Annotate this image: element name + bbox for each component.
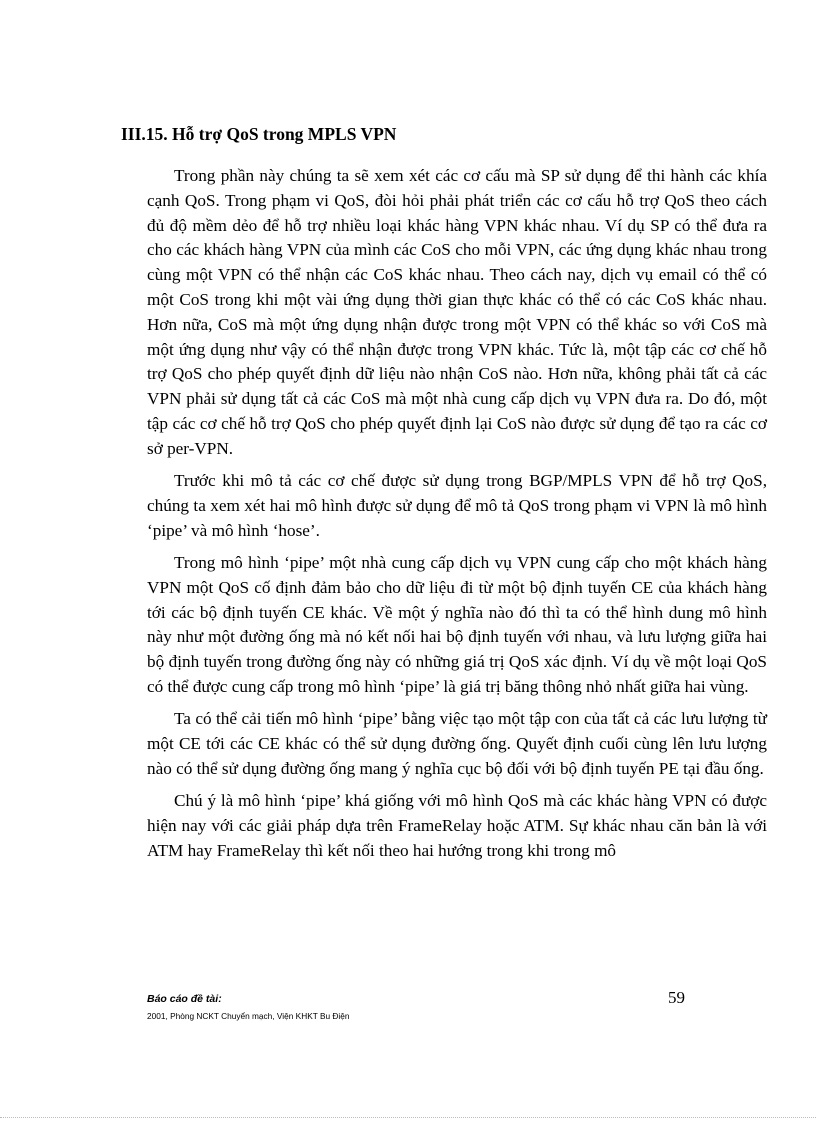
paragraph-5 [147, 789, 767, 863]
footer [147, 993, 349, 1021]
footer-info: 2001, Phòng NCKT Chuyển mạch, Viện KHKT Bu Điện [147, 1011, 350, 1021]
footer-report-label: Báo cáo đề tài: [147, 993, 222, 1005]
body-text [147, 164, 767, 871]
paragraph-3-text: Trong mô hình ‘pipe’ một nhà cung cấp dịch vụ VPN cung cấp cho một khách hàng VPN một QoS cố định đảm bảo cho dữ liệu đi từ một bộ định tuyến CE của khách hàng tới các bộ định tuyến CE khác. Về một ý nghĩa nào đó thì ta có thể hình dung mô hình này như một đường ống mà nó kết nối hai bộ định tuyến với nhau, và lưu lượng giữa hai bộ định tuyến trong đường ống này có những giá trị QoS xác định. Ví dụ về một loại QoS có thể được cung cấp trong mô hình ‘pipe’ là giá trị băng thông nhỏ nhất giữa hai vùng. [147, 552, 767, 696]
section-heading: III.15. Hỗ trợ QoS trong MPLS VPN [121, 124, 397, 144]
paragraph-1 [147, 164, 767, 462]
paragraph-4-text: Ta có thể cải tiến mô hình ‘pipe’ bằng việc tạo một tập con của tất cả các lưu lượng từ một CE tới các CE khác có thể sử dụng đường ống. Quyết định cuối cùng lên lưu lượng nào có thể sử dụng đường ống mang ý nghĩa cục bộ đối với bộ định tuyến PE tại đầu ống. [147, 709, 767, 778]
bottom-divider [0, 1117, 816, 1118]
paragraph-4 [147, 707, 767, 781]
paragraph-1-text: Trong phần này chúng ta sẽ xem xét các cơ cấu mà SP sử dụng để thi hành các khía cạnh QoS. Trong phạm vi QoS, đòi hỏi phải phát triển các cơ cấu hỗ trợ QoS theo cách đủ độ mềm dẻo để hỗ trợ nhiều loại khác hàng VPN khác nhau. Ví dụ SP có thể đưa ra cho các khách hàng VPN của mình các CoS cho mỗi VPN, các ứng dụng khác nhau trong cùng một VPN có thể nhận các CoS khác nhau. Theo cách nay, dịch vụ email có thể có một CoS trong khi một vài ứng dụng thời gian thực khác có thể có các CoS khác nhau. Hơn nữa, CoS mà một ứng dụng nhận được trong một VPN có thể khác so với CoS mà một ứng dụng như vậy có thể nhận được trong VPN khác. Tức là, một tập các cơ chế hỗ trợ QoS cho phép quyết định dữ liệu nào nhận CoS nào. Hơn nữa, không phải tất cả các VPN phải sử dụng tất cả các CoS mà một nhà cung cấp dịch vụ VPN đưa ra. Do đó, một tập các cơ chế hỗ trợ QoS cho phép quyết định lại CoS nào được sử dụng để tạo ra các cơ sở per-VPN. [147, 166, 767, 458]
page-number: 59 [668, 988, 685, 1007]
paragraph-3 [147, 551, 767, 700]
paragraph-2-text: Trước khi mô tả các cơ chế được sử dụng trong BGP/MPLS VPN để hỗ trợ QoS, chúng ta xem xét hai mô hình được sử dụng để mô tả QoS trong phạm vi VPN là mô hình ‘pipe’ và mô hình ‘hose’. [147, 471, 767, 540]
paragraph-2 [147, 469, 767, 543]
paragraph-5-text: Chú ý là mô hình ‘pipe’ khá giống với mô hình QoS mà các khác hàng VPN có được hiện nay với các giải pháp dựa trên FrameRelay hoặc ATM. Sự khác nhau căn bản là với ATM hay FrameRelay thì kết nối theo hai hướng trong khi trong mô [147, 791, 767, 860]
